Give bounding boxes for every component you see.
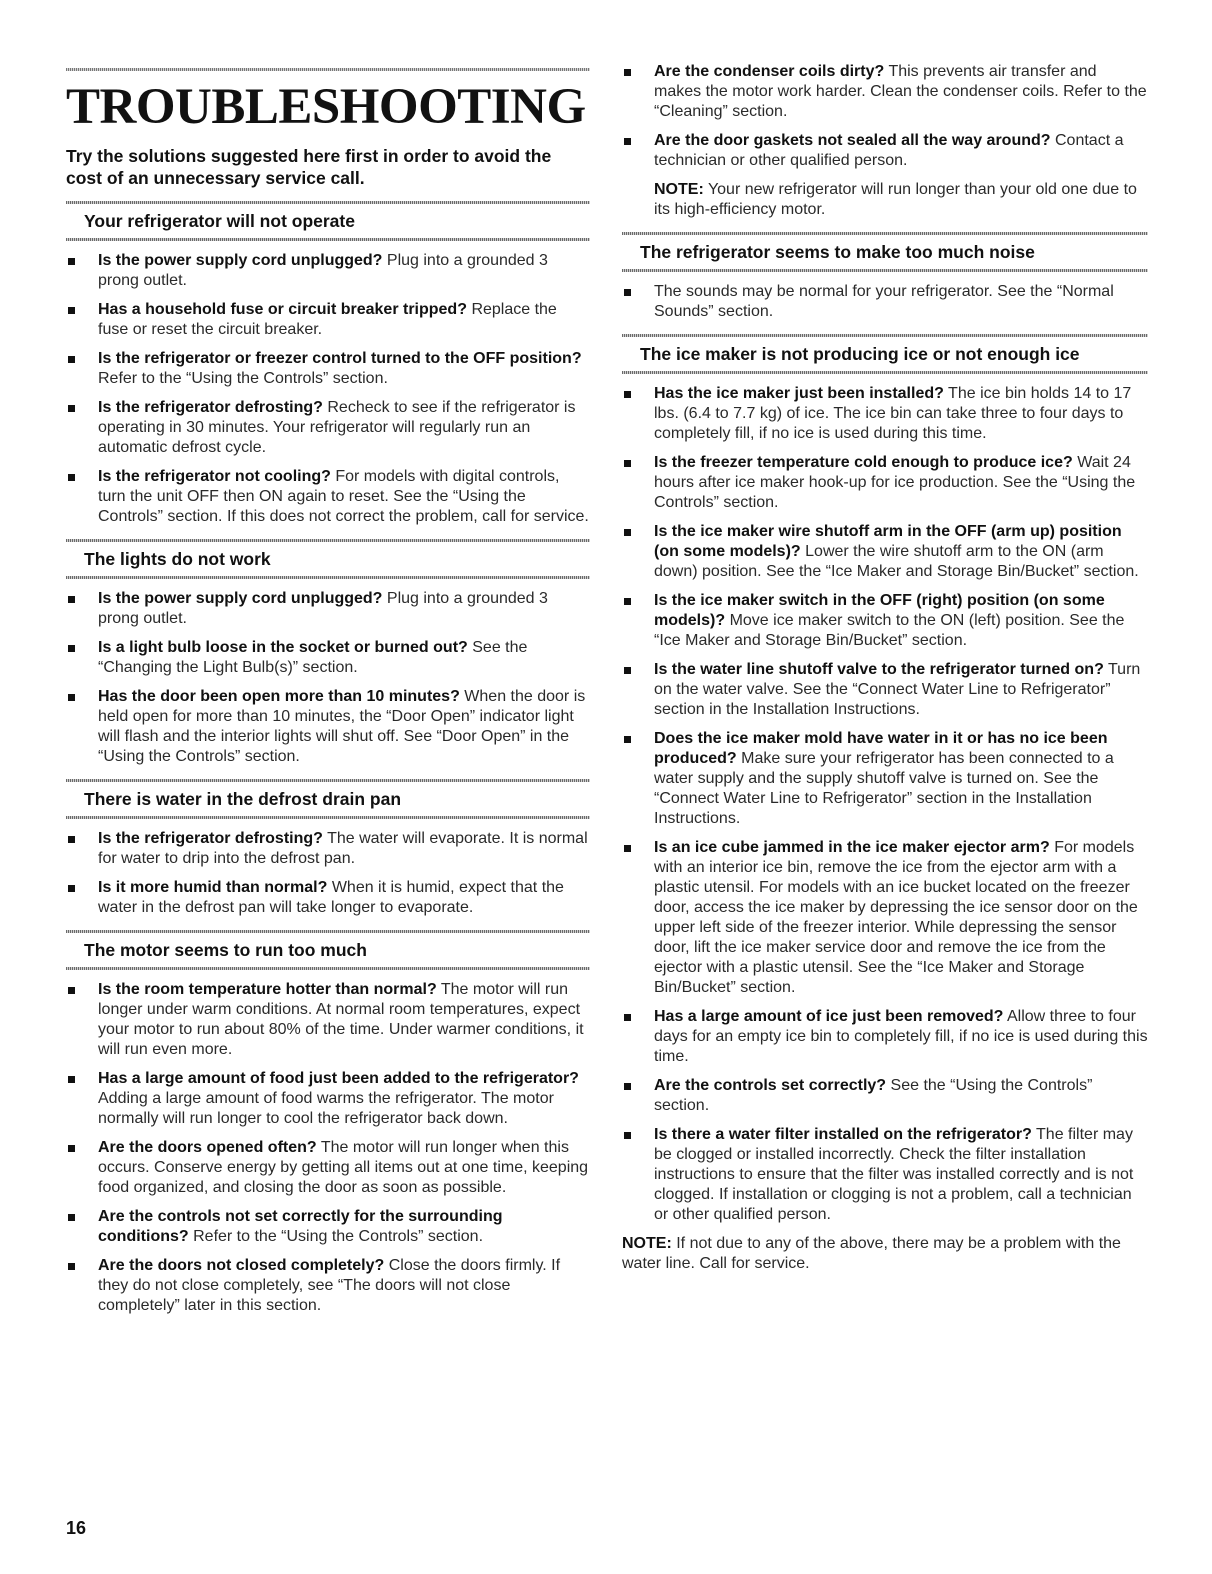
question-text: Are the condenser coils dirty?: [654, 63, 885, 80]
bullet-icon: [68, 307, 75, 314]
list-item: [66, 251, 590, 291]
question-text: Is the ice maker switch in the OFF (right) position (on some models)?: [654, 592, 1105, 629]
list-item: [66, 638, 590, 678]
list-item: [66, 687, 590, 767]
section-list: [66, 829, 590, 918]
list-item: [622, 591, 1148, 651]
section-list: [622, 282, 1148, 322]
bullet-icon: [68, 356, 75, 363]
list-item: [66, 829, 590, 869]
section-list: [66, 251, 590, 527]
question-text: Is the water line shutoff valve to the refrigerator turned on?: [654, 661, 1104, 678]
section-header: [66, 201, 590, 241]
section-heading: There is water in the defrost drain pan: [84, 789, 402, 809]
question-text: Has a large amount of ice just been removed?: [654, 1008, 1004, 1025]
bullet-icon: [624, 598, 631, 605]
left-sections: [66, 201, 590, 1316]
question-text: Is the refrigerator or freezer control turned to the OFF position?: [98, 350, 582, 367]
section-header: [66, 539, 590, 579]
bullet-icon: [624, 736, 631, 743]
section-rule-bottom: [66, 816, 590, 819]
answer-text: When it is humid, expect that the water in the defrost pan will take longer to evaporate.: [98, 879, 564, 916]
answer-text: The motor will run longer when this occurs. Conserve energy by getting all items out at one time, keeping food organized, and closing the door as soon as possible.: [98, 1139, 589, 1196]
question-text: Is the refrigerator defrosting?: [98, 399, 323, 416]
list-item: [66, 398, 590, 458]
list-item: [622, 1076, 1148, 1116]
answer-text: The water will evaporate. It is normal for water to drip into the defrost pan.: [98, 830, 588, 867]
bullet-icon: [624, 69, 631, 76]
intro-text: Try the solutions suggested here first in order to avoid the cost of an unnecessary service call.: [66, 146, 552, 188]
question-text: Has a household fuse or circuit breaker tripped?: [98, 301, 467, 318]
list-item: [66, 1256, 590, 1316]
list-item: [622, 384, 1148, 444]
section-heading: Your refrigerator will not operate: [84, 211, 355, 231]
section-rule-bottom: [622, 269, 1148, 272]
title-rule: [66, 68, 590, 71]
question-text: Are the controls not set correctly for the surrounding conditions?: [98, 1208, 503, 1245]
bullet-icon: [624, 460, 631, 467]
question-text: Is a light bulb loose in the socket or burned out?: [98, 639, 468, 656]
bullet-icon: [68, 258, 75, 265]
left-column: [66, 0, 590, 1325]
answer-text: Plug into a grounded 3 prong outlet.: [98, 590, 548, 627]
list-item: [622, 62, 1148, 122]
bullet-icon: [624, 289, 631, 296]
list-item: [622, 282, 1148, 322]
list-item: [66, 349, 590, 389]
bullet-icon: [68, 987, 75, 994]
question-text: Is the ice maker wire shutoff arm in the OFF (arm up) position (on some models)?: [654, 523, 1122, 560]
bullet-icon: [68, 1263, 75, 1270]
final-note: [622, 1234, 1148, 1274]
list-item: [66, 1069, 590, 1129]
question-text: Are the controls set correctly?: [654, 1077, 887, 1094]
question-text: Is there a water filter installed on the refrigerator?: [654, 1126, 1032, 1143]
answer-text: Refer to the “Using the Controls” section.: [98, 370, 388, 387]
bullet-icon: [624, 529, 631, 536]
list-item: [622, 660, 1148, 720]
list-item: [622, 131, 1148, 171]
bullet-icon: [624, 1014, 631, 1021]
section-header: [66, 930, 590, 970]
continued-list: [622, 62, 1148, 171]
question-text: Is the power supply cord unplugged?: [98, 252, 383, 269]
list-item: [622, 838, 1148, 998]
bullet-icon: [624, 845, 631, 852]
answer-text: Refer to the “Using the Controls” section.: [193, 1228, 484, 1245]
bullet-icon: [624, 391, 631, 398]
answer-text: Lower the wire shutoff arm to the ON (arm down) position. See the “Ice Maker and Storage Bin/Bucket” section.: [654, 543, 1139, 580]
list-item: [622, 729, 1148, 829]
question-text: Is it more humid than normal?: [98, 879, 328, 896]
answer-text: This prevents air transfer and makes the motor work harder. Clean the condenser coils. Refer to the “Cleaning” section.: [654, 63, 1147, 120]
page-title: TROUBLESHOOTING: [66, 79, 586, 135]
bullet-icon: [68, 1214, 75, 1221]
bullet-icon: [68, 694, 75, 701]
bullet-icon: [68, 885, 75, 892]
answer-text: Replace the fuse or reset the circuit breaker.: [98, 301, 557, 338]
section-header: [622, 232, 1148, 272]
list-item: [622, 1125, 1148, 1225]
answer-text: Turn on the water valve. See the “Connect Water Line to Refrigerator” section in the Installation Instructions.: [654, 661, 1141, 718]
list-item: [622, 453, 1148, 513]
answer-text: Allow three to four days for an empty ice bin to completely fill, if no ice is used during this time.: [654, 1008, 1148, 1065]
list-item: [622, 1007, 1148, 1067]
bullet-icon: [68, 836, 75, 843]
right-sections: [622, 232, 1148, 1225]
answer-text: The motor will run longer under warm conditions. At normal room temperatures, expect your motor to run about 80% of the time. Under warmer conditions, it will run even more.: [98, 981, 584, 1058]
bullet-icon: [624, 1132, 631, 1139]
question-text: Is the room temperature hotter than normal?: [98, 981, 437, 998]
bullet-icon: [68, 1145, 75, 1152]
list-item: [622, 522, 1148, 582]
bullet-icon: [68, 645, 75, 652]
section-rule-bottom: [66, 576, 590, 579]
question-text: Has the door been open more than 10 minutes?: [98, 688, 460, 705]
answer-text: Adding a large amount of food warms the refrigerator. The motor normally will run longer to cool the refrigerator back down.: [98, 1090, 554, 1127]
answer-text: Move ice maker switch to the ON (left) position. See the “Ice Maker and Storage Bin/Bucket” section.: [654, 612, 1125, 649]
continued-note: [654, 180, 1148, 220]
list-item: [66, 980, 590, 1060]
section-heading: The refrigerator seems to make too much noise: [640, 242, 1035, 262]
answer-text: Wait 24 hours after ice maker hook-up for ice production. See the “Using the Controls” section.: [654, 454, 1136, 511]
answer-text: The ice bin holds 14 to 17 lbs. (6.4 to 7.7 kg) of ice. The ice bin can take three to four days to completely fill, if no ice is used during this time.: [654, 385, 1132, 442]
answer-text: The filter may be clogged or installed incorrectly. Check the filter installation instructions to ensure that the filter was installed correctly and is not clogged. If installation or clogging is not a problem, call a technician or other qualified person.: [654, 1126, 1134, 1223]
bullet-icon: [624, 667, 631, 674]
answer-text: Plug into a grounded 3 prong outlet.: [98, 252, 548, 289]
right-column: [622, 0, 1148, 1284]
answer-text: When the door is held open for more than 10 minutes, the “Door Open” indicator light will flash and the interior lights will shut off. See “Door Open” in the “Using the Controls” section.: [98, 688, 586, 765]
page-number: 16: [66, 1518, 87, 1538]
bullet-icon: [68, 474, 75, 481]
question-text: Has the ice maker just been installed?: [654, 385, 944, 402]
list-item: [66, 1138, 590, 1198]
question-text: Is the refrigerator not cooling?: [98, 468, 331, 485]
bullet-icon: [624, 138, 631, 145]
list-item: [66, 589, 590, 629]
bullet-icon: [68, 405, 75, 412]
question-text: Is the power supply cord unplugged?: [98, 590, 383, 607]
section-heading: The motor seems to run too much: [84, 940, 367, 960]
section-header: [66, 779, 590, 819]
answer-text: For models with an interior ice bin, remove the ice from the ejector arm with a plastic utensil. For models with an ice bucket located on the freezer door, access the ice maker by depressing the ice sensor door on the upper left side of the freezer interior. While depressing the sensor door, lift the ice maker service door and remove the ice from the ejector with a plastic utensil. See the “Ice Maker and Storage Bin/Bucket” section.: [654, 839, 1138, 996]
section-list: [622, 384, 1148, 1225]
bullet-icon: [68, 596, 75, 603]
bullet-icon: [624, 1083, 631, 1090]
answer-text: See the “Using the Controls” section.: [654, 1077, 1093, 1114]
question-text: Does the ice maker mold have water in it or has no ice been produced?: [654, 730, 1108, 767]
question-text: Has a large amount of food just been added to the refrigerator?: [98, 1070, 579, 1087]
bullet-icon: [68, 1076, 75, 1083]
answer-text: The sounds may be normal for your refrigerator. See the “Normal Sounds” section.: [654, 283, 1114, 320]
note-label: NOTE:: [622, 1235, 672, 1252]
note-text: Your new refrigerator will run longer than your old one due to its high-efficiency motor.: [654, 181, 1137, 218]
question-text: Are the doors not closed completely?: [98, 1257, 385, 1274]
list-item: [66, 1207, 590, 1247]
question-text: Are the doors opened often?: [98, 1139, 317, 1156]
answer-text: Recheck to see if the refrigerator is operating in 30 minutes. Your refrigerator will regularly run an automatic defrost cycle.: [98, 399, 576, 456]
answer-text: See the “Changing the Light Bulb(s)” section.: [98, 639, 528, 676]
list-item: [66, 467, 590, 527]
section-rule-bottom: [66, 238, 590, 241]
question-text: Is the refrigerator defrosting?: [98, 830, 323, 847]
note-text: If not due to any of the above, there may be a problem with the water line. Call for service.: [622, 1235, 1121, 1272]
answer-text: Contact a technician or other qualified person.: [654, 132, 1124, 169]
answer-text: Close the doors firmly. If they do not close completely, see “The doors will not close completely” later in this section.: [98, 1257, 561, 1314]
section-list: [66, 980, 590, 1316]
answer-text: Make sure your refrigerator has been connected to a water supply and the supply shutoff valve is turned on. See the “Connect Water Line to Refrigerator” section in the Installation Instructions.: [654, 750, 1114, 827]
list-item: [66, 300, 590, 340]
section-heading: The lights do not work: [84, 549, 271, 569]
section-list: [66, 589, 590, 767]
question-text: Are the door gaskets not sealed all the way around?: [654, 132, 1051, 149]
question-text: Is an ice cube jammed in the ice maker ejector arm?: [654, 839, 1050, 856]
section-heading: The ice maker is not producing ice or not enough ice: [640, 344, 1080, 364]
section-rule-bottom: [622, 371, 1148, 374]
section-header: [622, 334, 1148, 374]
list-item: [66, 878, 590, 918]
answer-text: For models with digital controls, turn the unit OFF then ON again to reset. See the “Using the Controls” section. If this does not correct the problem, call for service.: [98, 468, 589, 525]
note-label: NOTE:: [654, 181, 704, 198]
section-rule-bottom: [66, 967, 590, 970]
question-text: Is the freezer temperature cold enough to produce ice?: [654, 454, 1073, 471]
